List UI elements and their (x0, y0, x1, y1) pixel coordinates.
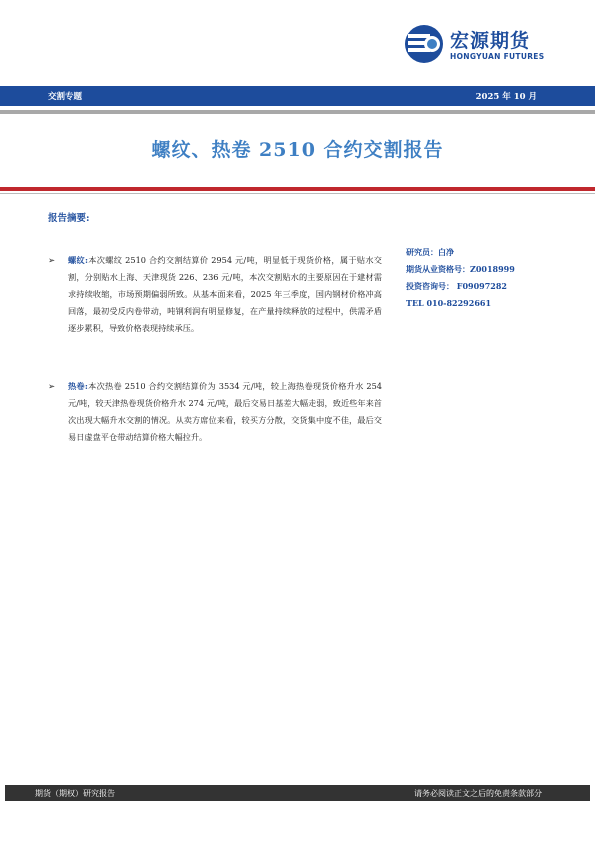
brand-name-en: HONGYUAN FUTURES (450, 52, 545, 61)
company-logo (404, 24, 554, 66)
summary-item-lead: 螺纹: (68, 255, 88, 265)
analyst-name: 研究员：白净 (406, 247, 454, 257)
title-divider-red (0, 187, 595, 191)
bullet-arrow-icon: ➢ (48, 256, 56, 266)
analyst-consult-number: 投资咨询号： F09097282 (406, 281, 507, 291)
footer-report-type: 期货（期权）研究报告 (35, 789, 115, 798)
header-divider (0, 110, 595, 114)
analyst-license: 期货从业资格号：Z0018999 (406, 264, 515, 274)
hongyuan-logo-icon (404, 24, 444, 64)
brand-name-cn: 宏源期货 (450, 30, 531, 52)
summary-item-rebar (68, 252, 382, 337)
footer-bar (5, 785, 590, 801)
report-category: 交割专题 (48, 92, 83, 102)
summary-item-hrc (68, 378, 382, 446)
summary-item-text: 本次热卷 2510 合约交割结算价为 3534 元/吨，较上海热卷现货价格升水 254 元/吨，较天津热卷现货价格升水 274 元/吨，最后交易日基差大幅走弱，致近些年来首次出现大幅升水交割的情况。从卖方席位来看，较买方分散，交货集中度不佳，最后交易日虚盘平仓带动结算价格大幅拉升。 (68, 381, 383, 442)
summary-label: 报告摘要: (48, 213, 90, 224)
footer-disclaimer: 请务必阅读正文之后的免责条款部分 (414, 789, 542, 798)
header-bar (0, 86, 595, 106)
summary-item-lead: 热卷: (68, 381, 88, 391)
report-date: 2025 年 10 月 (475, 92, 537, 102)
bullet-arrow-icon: ➢ (48, 382, 56, 392)
report-title: 螺纹、热卷 2510 合约交割报告 (151, 139, 444, 161)
summary-item-text: 本次螺纹 2510 合约交割结算价 2954 元/吨，明显低于现货价格，属于贴水交割，分别贴水上海、天津现货 226、236 元/吨，本次交割贴水的主要原因在于建材需求持续收缩，市场预期偏弱所致。从基本面来看，2025 年三季度，国内钢材价格冲高回落，最初受反内卷带动，吨钢利润有明显修复，在产量持续释放的过程中，供需矛盾逐步累积，导致价格表现持续承压。 (68, 255, 382, 333)
analyst-tel: TEL 010-82292661 (406, 298, 492, 308)
analyst-info (406, 244, 515, 312)
title-divider-grey (0, 193, 595, 194)
